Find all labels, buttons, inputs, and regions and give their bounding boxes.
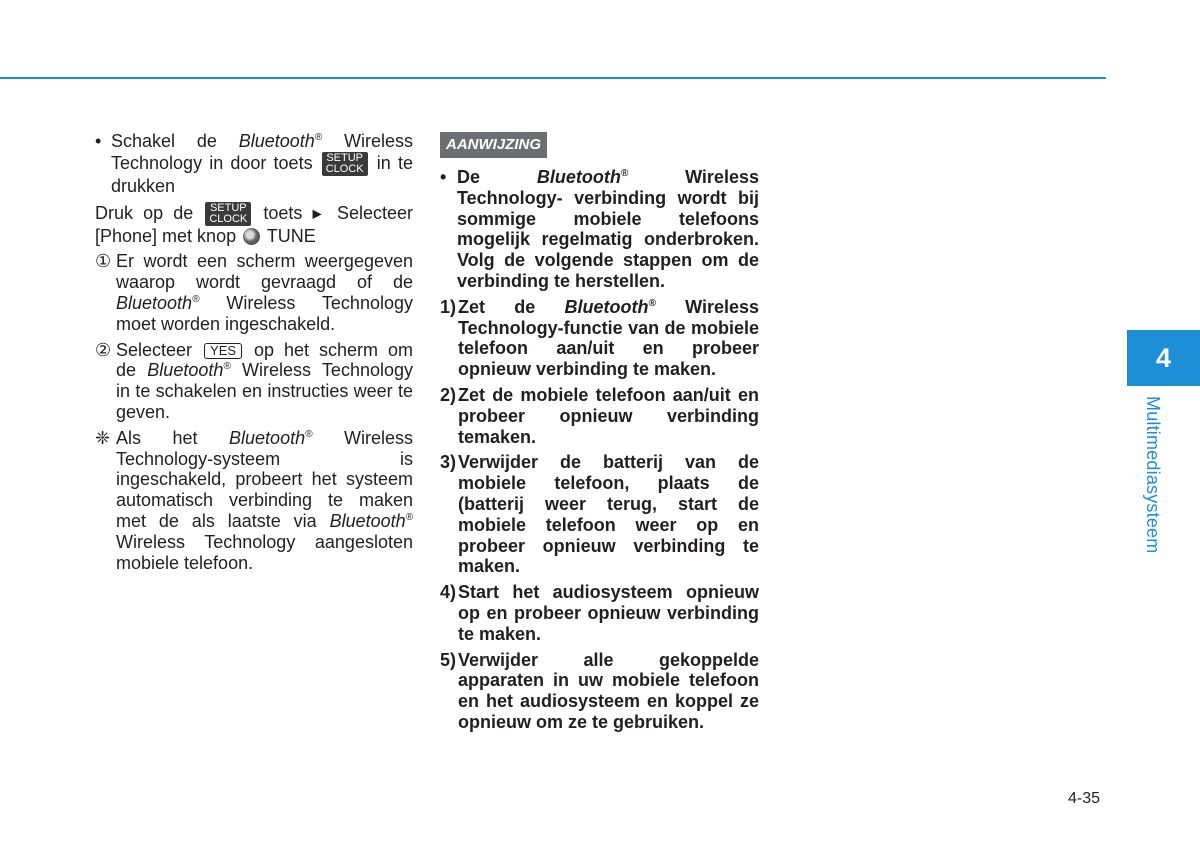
step-2-text: Selecteer YES op het scherm om de Bluetooth® Wireless Technology in te schakelen en instructies weer te geven. (116, 339, 413, 422)
note-step-5-text: Verwijder alle gekoppelde apparaten in uw mobiele telefoon en het audiosysteem en koppel ze opnieuw om ze te gebruiken. (458, 649, 759, 732)
note-column (440, 167, 759, 738)
note-step-5 (440, 650, 759, 733)
header-rule (0, 77, 1106, 79)
setup-clock-button-icon: SETUP CLOCK (322, 152, 368, 176)
step-2-mark: ② (95, 339, 112, 360)
note-step-5-mark: 5) (440, 649, 457, 670)
note-step-2 (440, 385, 759, 447)
chapter-tab (1127, 330, 1200, 386)
instructions-column (95, 131, 413, 578)
bullet-text: Schakel de Bluetooth® Wireless Technology in door toets SETUP CLOCK in te drukken (111, 131, 413, 196)
instruction-bullet (95, 131, 413, 197)
remark-mark: ❈ (95, 427, 111, 448)
arrow-right-icon: ▶ (312, 206, 327, 221)
chapter-number: 4 (1155, 342, 1172, 373)
remark (95, 428, 413, 574)
note-step-3-mark: 3) (440, 452, 457, 473)
note-step-3 (440, 452, 759, 577)
note-step-1-mark: 1) (440, 296, 457, 317)
note-step-2-mark: 2) (440, 384, 457, 405)
note-step-1-text: Zet de Bluetooth® Wireless Technology-functie van de mobiele telefoon aan/uit en probeer opnieuw verbinding te maken. (458, 296, 759, 380)
note-step-4-mark: 4) (440, 582, 457, 603)
note-badge: AANWIJZING (440, 132, 547, 158)
note-bullet (440, 167, 759, 292)
step-2 (95, 340, 413, 423)
note-step-1 (440, 297, 759, 380)
chapter-title: Multimediasysteem (1143, 396, 1163, 554)
note-bullet-text: De Bluetooth® Wireless Technology- verbinding wordt bij sommige mobiele telefoons mogelijk regelmatig onderbroken. Volg de volgende stappen om de verbinding te herstellen. (457, 167, 759, 291)
page-number: 4-35 (1068, 790, 1101, 807)
note-bullet-mark: • (440, 167, 447, 187)
note-step-2-text: Zet de mobiele telefoon aan/uit en probeer opnieuw verbinding temaken. (458, 384, 759, 447)
note-step-3-text: Verwijder de batterij van de mobiele telefoon, plaats de (batterij weer terug, start de mobiele telefoon weer op en probeer opnieuw verbinding te maken. (458, 452, 759, 577)
yes-button-icon: YES (204, 343, 242, 359)
step-1-text: Er wordt een scherm weergegeven waarop wordt gevraagd of de Bluetooth® Wireless Technology moet worden ingeschakeld. (116, 251, 413, 334)
setup-clock-button-icon: SETUP CLOCK (205, 202, 251, 226)
note-step-4-text: Start het audiosysteem opnieuw op en probeer opnieuw verbinding te maken. (458, 582, 759, 644)
step-1-mark: ① (95, 251, 112, 272)
remark-text: Als het Bluetooth® Wireless Technology-systeem is ingeschakeld, probeert het systeem automatisch verbinding te maken met de als laatste via Bluetooth® Wireless Technology aangesloten mobiele telefoon. (116, 427, 413, 573)
bullet-mark: • (95, 131, 102, 151)
note-step-4 (440, 582, 759, 644)
step-1 (95, 251, 413, 334)
tune-knob-icon (243, 228, 260, 245)
instruction-paragraph: Druk op de SETUP CLOCK toets ▶ Selecteer [Phone] met knop TUNE (95, 201, 413, 246)
